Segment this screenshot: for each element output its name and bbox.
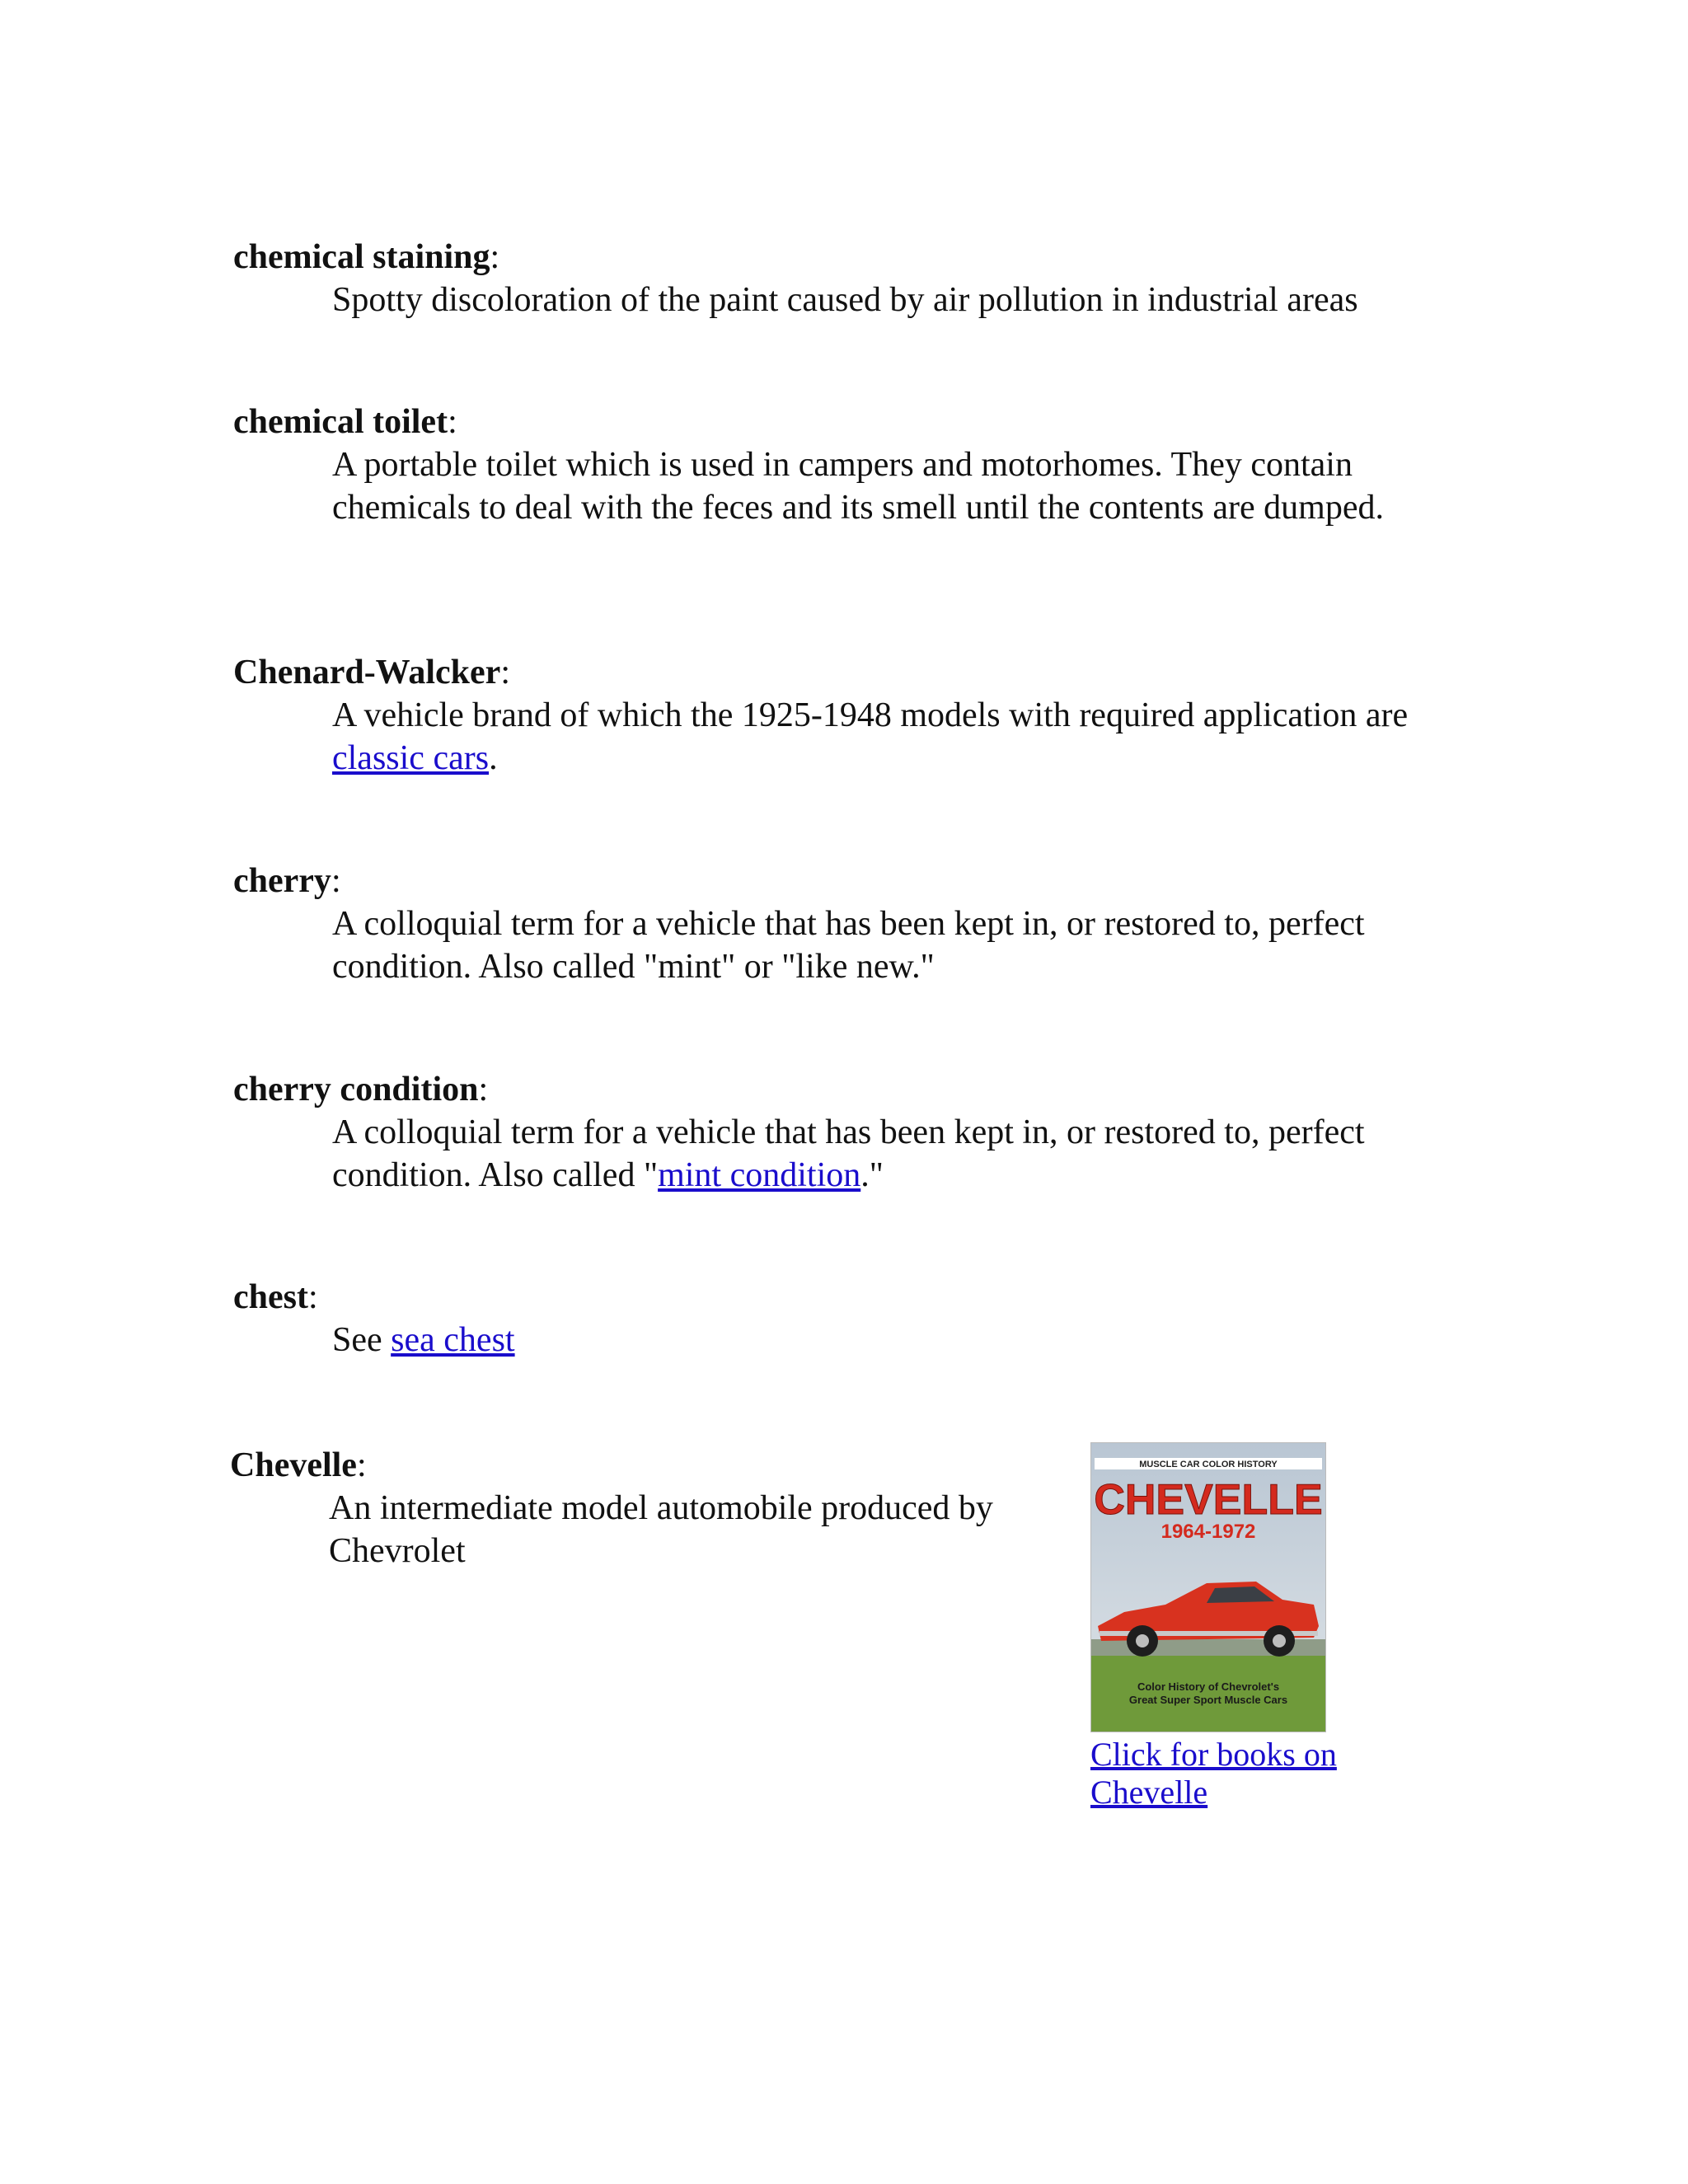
definition-text: A colloquial term for a vehicle that has been kept in, or restored to, perfect condition. Also called "mint" or "like new." [332,905,1365,986]
cover-subtitle-line-2: Great Super Sport Muscle Cars [1128,1694,1288,1706]
definition-part: A vehicle brand of which the 1925-1948 models with required application are [332,696,1409,734]
book-cover-image [1090,1442,1326,1732]
term-text: cherry condition [233,1071,479,1108]
term-text: chemical toilet [233,403,448,441]
term-colon: : [448,403,457,441]
term-heading [233,236,1470,279]
term-heading [233,401,1470,443]
entry-cherry-condition [233,1068,1470,1197]
definition-text [332,1111,1437,1197]
link-line-1: Click for books on [1090,1736,1337,1773]
book-promo [1090,1442,1338,1811]
link-line-2: Chevelle [1090,1774,1208,1811]
cover-title-text: CHEVELLE [1094,1476,1323,1524]
term-colon: : [478,1071,489,1108]
term-colon: : [500,654,510,691]
classic-cars-link[interactable]: classic cars [332,739,490,777]
definition-text: A portable toilet which is used in campers and motorhomes. They contain chemicals to deal with the feces and its smell until the contents are dumped. [332,446,1384,527]
cover-series-text: MUSCLE CAR COLOR HISTORY [1139,1460,1278,1469]
term-heading [233,860,1470,902]
term-text: Chenard-Walcker [233,654,501,691]
term-text: chest [233,1278,308,1316]
book-cover-link[interactable] [1090,1442,1326,1732]
cover-years-text: 1964-1972 [1160,1521,1256,1543]
entry-chenard-walcker [233,651,1470,780]
term-colon: : [490,238,500,276]
term-heading [233,1068,1470,1111]
term-colon: : [331,862,341,900]
definition-part: . [489,739,498,777]
sea-chest-link[interactable]: sea chest [391,1321,515,1359]
definition-text: Spotty discoloration of the paint caused by air pollution in industrial areas [332,281,1358,319]
term-text: cherry [233,862,331,900]
cover-subtitle-line-1: Color History of Chevrolet's [1137,1680,1280,1693]
mint-condition-link[interactable]: mint condition [658,1156,861,1194]
entry-cherry [233,860,1470,988]
term-text: chemical staining [233,238,490,276]
definition-part: See [332,1321,392,1359]
definition-part: ." [860,1156,884,1194]
definition-text [332,694,1437,780]
term-colon: : [356,1446,367,1484]
term-colon: : [307,1278,318,1316]
books-on-chevelle-link[interactable] [1090,1736,1338,1811]
entry-chest [233,1276,1470,1361]
entry-chemical-toilet [233,401,1470,529]
term-text: Chevelle [230,1446,357,1484]
definition-part: A colloquial term for a vehicle that has been kept in, or restored to, perfect condition. Also called " [332,1113,1365,1194]
entry-chemical-staining [233,236,1470,321]
definition-text [332,1319,1437,1361]
definition-text: An intermediate model automobile produced by Chevrolet [329,1489,993,1570]
term-heading [233,651,1470,694]
term-heading [233,1276,1470,1319]
